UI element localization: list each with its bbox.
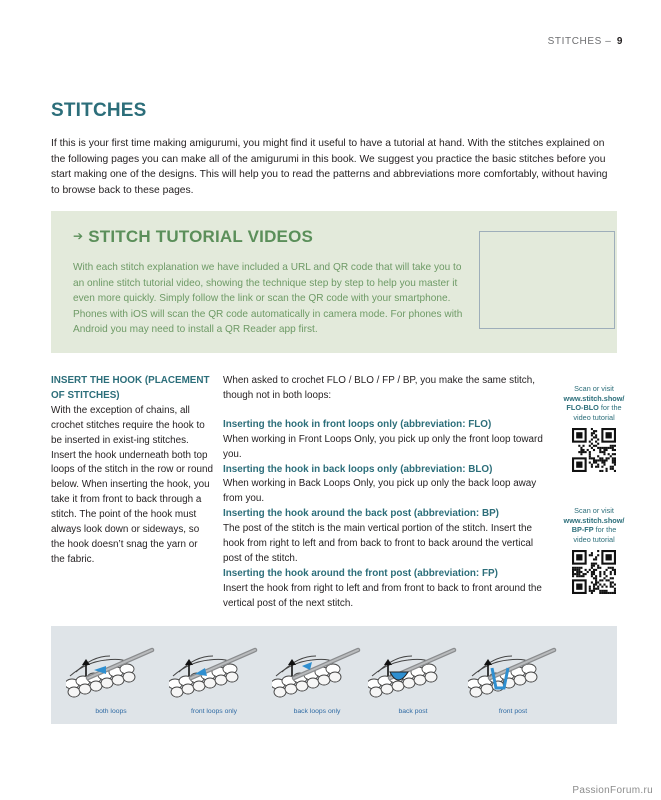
qr-code-label: BP-FP [571, 525, 594, 535]
illustration-caption: front loops only [190, 708, 238, 715]
crochet-hook-illustration [169, 632, 259, 706]
insert-hook-heading: INSERT THE HOOK (PLACEMENT OF STITCHES) [51, 375, 210, 401]
watermark: PassionForum.ru [572, 785, 653, 796]
insert-hook-body: With the exception of chains, all crochet stitches require the hook to be inserted in exist-ing stitches. Insert the hook underneath both top loops of the stitch in the row or round below. When inserting the hook, you take it from front to back through a stitch. The point of the hook must always look down or sideways, so the hook doesn’t snag the yarn or the fabric. [51, 404, 213, 565]
qr-code-label: FLO-BLO [566, 403, 599, 413]
insert-hook-section [51, 374, 213, 568]
illustration-both-loops [61, 632, 161, 715]
flo-heading: Inserting the hook in front loops only (abbreviation: FLO) [223, 418, 492, 430]
loops-intro: When asked to crochet FLO / BLO / FP / BP, you make the same stitch, though not in both loops: [223, 375, 535, 401]
page-title: STITCHES [51, 100, 147, 121]
bp-text: The post of the stitch is the main vertical portion of the stitch. Insert the hook from right to left and from back to front to back around the vertical post of the stitch. [223, 523, 534, 564]
crochet-hook-illustration [66, 632, 156, 706]
qr-block-flo-blo[interactable] [552, 384, 636, 472]
crochet-hook-illustration [368, 632, 458, 706]
qr-url[interactable]: www.stitch.show/ [563, 515, 625, 525]
qr-code-icon[interactable] [572, 550, 616, 594]
bp-heading: Inserting the hook around the back post (abbreviation: BP) [223, 508, 499, 520]
qr-suffix: for the [593, 525, 617, 535]
loops-section [223, 374, 543, 612]
page-number: 9 [616, 36, 623, 47]
running-header [548, 36, 623, 47]
video-placeholder[interactable] [479, 231, 615, 329]
illustration-back-loops [267, 632, 367, 715]
illustration-front-loops [164, 632, 264, 715]
blo-heading: Inserting the hook in back loops only (abbreviation: BLO) [223, 463, 493, 475]
tutorial-callout [51, 211, 617, 353]
illustration-caption: back loops only [293, 708, 341, 715]
qr-block-bp-fp[interactable] [552, 506, 636, 594]
qr-caption-line3: video tutorial [573, 412, 615, 422]
qr-caption-line1: Scan or visit [574, 384, 614, 393]
header-section: STITCHES – [547, 36, 612, 47]
illustration-back-post [363, 632, 463, 715]
tutorial-title-text: STITCH TUTORIAL VIDEOS [88, 227, 314, 246]
crochet-hook-illustration [272, 632, 362, 706]
fp-heading: Inserting the hook around the front post (abbreviation: FP) [223, 567, 498, 579]
illustration-front-post [463, 632, 563, 715]
intro-paragraph: If this is your first time making amigurumi, you might find it useful to have a tutorial at hand. With the stitches explained on the following pages you can make all of the amigurumi in this book. We suggest you practice the basic stitches before you start making one of the designs. This will help you to read the patterns and abbreviations more comfortably, without having to browse back to these pages. [51, 138, 608, 196]
blo-text: When working in Back Loops Only, you pick up only the back loop away from you. [223, 478, 537, 505]
qr-suffix: for the [598, 403, 622, 413]
qr-url[interactable]: www.stitch.show/ [563, 393, 625, 403]
fp-text: Insert the hook from right to left and from front to back to front around the vertical post of the next stitch. [223, 582, 542, 609]
qr-code-icon[interactable] [572, 428, 616, 472]
arrow-icon: ➔ [73, 229, 84, 243]
illustration-caption: back post [398, 708, 428, 715]
illustration-caption: both loops [95, 708, 127, 715]
qr-caption-line1: Scan or visit [574, 506, 614, 515]
tutorial-text: With each stitch explanation we have included a URL and QR code that will take you to an online stitch tutorial video, showing the technique step by step to help you master it even more quickly. Simply follow the link or scan the QR code with your smartphone. Phones with iOS will scan the QR code automatically in camera mode. For phones with Android you may need to install a QR Reader app first. [73, 262, 463, 335]
illustration-caption: front post [498, 708, 528, 715]
illustration-strip [51, 626, 617, 724]
tutorial-title [73, 227, 313, 247]
flo-text: When working in Front Loops Only, you pick up only the front loop toward you. [223, 433, 543, 460]
crochet-hook-illustration [468, 632, 558, 706]
qr-caption-line3: video tutorial [573, 534, 615, 544]
